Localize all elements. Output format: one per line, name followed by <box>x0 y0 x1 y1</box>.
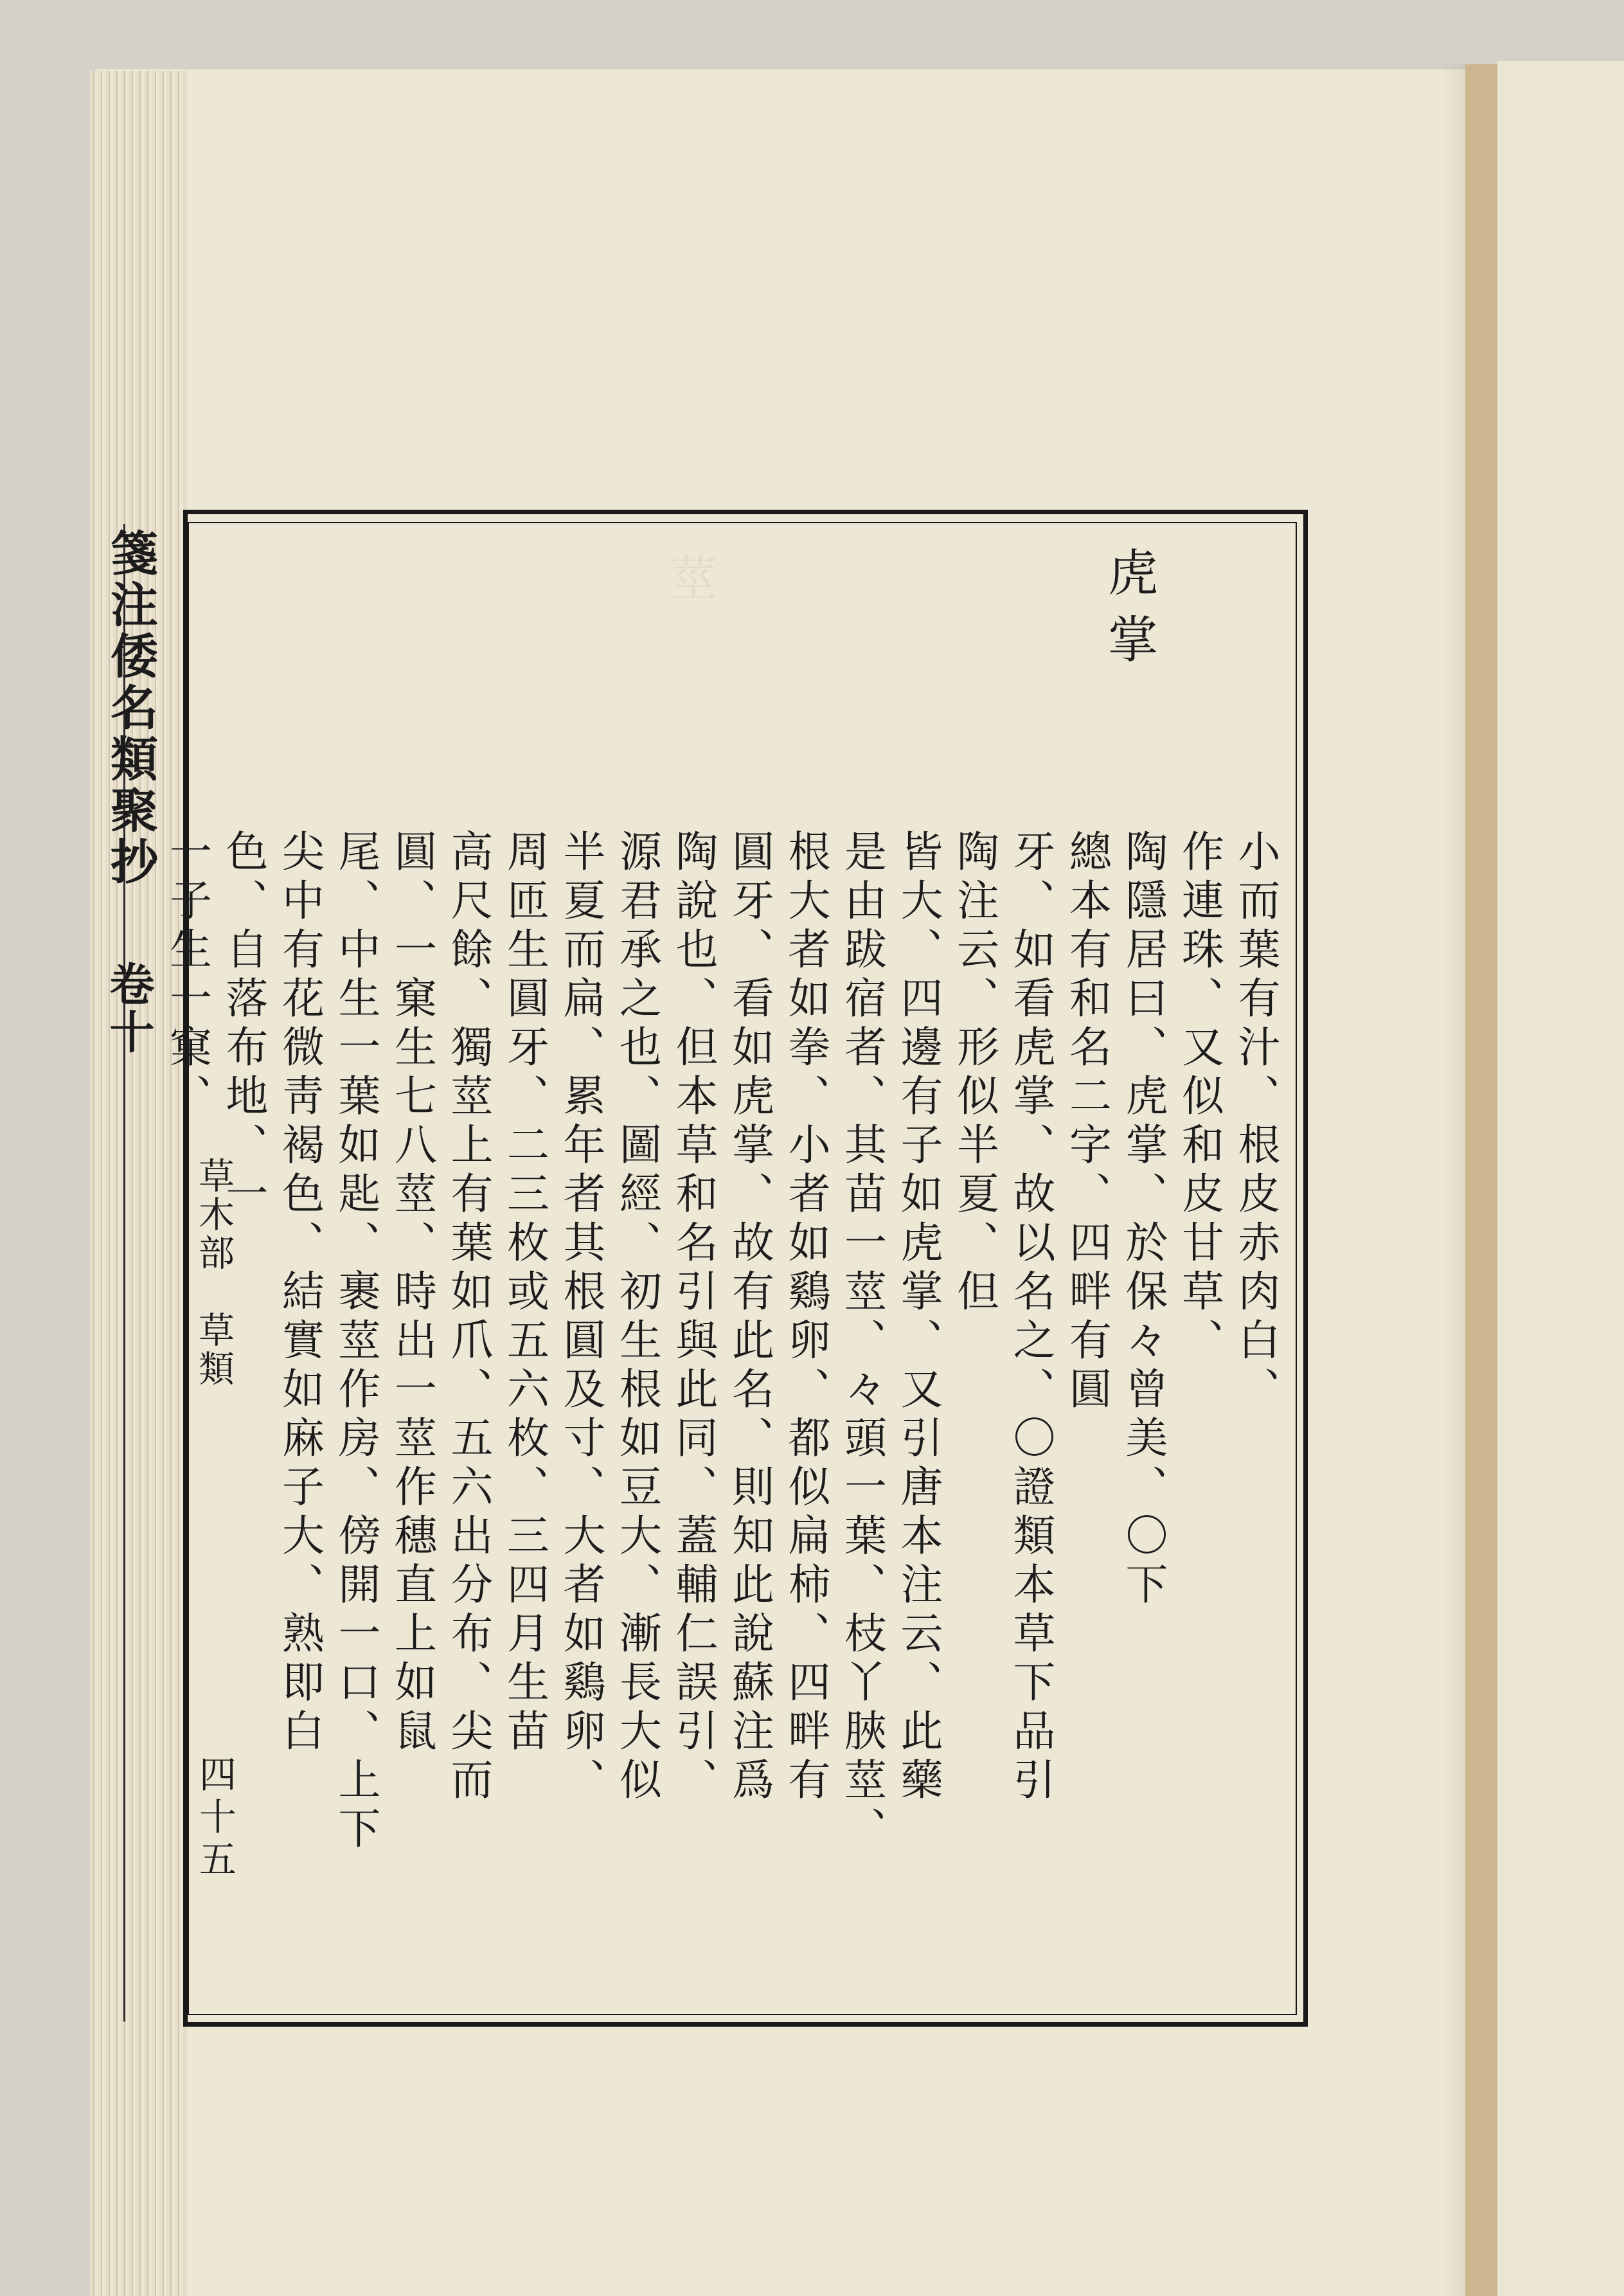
headword: 虎掌 <box>1100 546 1157 680</box>
text-column: 尖中有花微靑褐色、結實如麻子大、熟即白 <box>274 829 325 1757</box>
page-number: 四十五 <box>193 1755 236 1882</box>
text-column: 源君承之也、圖經、初生根如豆大、漸長大似 <box>612 829 662 1806</box>
text-column: 高尺餘、獨莖上有葉如爪、五六出分布、尖而 <box>443 829 493 1806</box>
text-column: 皆大、四邊有子如虎掌、又引唐本注云、此藥 <box>893 829 943 1806</box>
text-column: 陶注云、形似半夏、但 <box>949 829 999 1318</box>
text-column: 牙、如看虎掌、故以名之、〇證類本草下品引 <box>1006 829 1055 1806</box>
book-title: 箋注倭名類聚抄 <box>103 528 158 888</box>
text-column: 尾、中生一葉如匙、裹莖作房、傍開一口、上下 <box>331 829 380 1855</box>
text-column: 色、自落布地、一 <box>219 829 268 1220</box>
binding-strip <box>1465 64 1497 2296</box>
text-column: 圓牙、看如虎掌、故有此名、則知此說蘇注爲 <box>724 829 774 1806</box>
section-label: 草木部 草類 <box>193 1157 235 1388</box>
text-column: 一子生一窠、 <box>162 829 212 1122</box>
text-column: 陶說也、但本草和名引與此同、蓋輔仁誤引、 <box>668 829 718 1806</box>
text-column: 根大者如拳、小者如鷄卵、都似扁柿、四畔有 <box>781 829 830 1806</box>
text-column: 周匝生圓牙、二三枚或五六枚、三四月生苗 <box>499 829 549 1757</box>
page-edges <box>90 71 186 2296</box>
text-column: 是由跋宿者、其苗一莖、々頭一葉、枝丫脥莖、 <box>837 829 887 1855</box>
text-column: 小而葉有汁、根皮赤肉白、 <box>1231 829 1280 1415</box>
text-column: 總本有和名二字、四畔有圓 <box>1062 829 1112 1415</box>
bleed-through-ink: 莖 <box>662 553 717 908</box>
text-column: 圓、一窠生七八莖、時出一莖作穗直上如鼠 <box>387 829 437 1757</box>
text-column: 陶隱居曰、虎掌、於保々曾美、〇下 <box>1118 829 1168 1611</box>
volume-number: 卷十 <box>102 961 156 1056</box>
right-page-edge <box>1497 61 1624 2296</box>
text-column: 半夏而扁、累年者其根圓及寸、大者如鷄卵、 <box>556 829 605 1806</box>
text-column: 作連珠、又似和皮甘草、 <box>1174 829 1224 1367</box>
